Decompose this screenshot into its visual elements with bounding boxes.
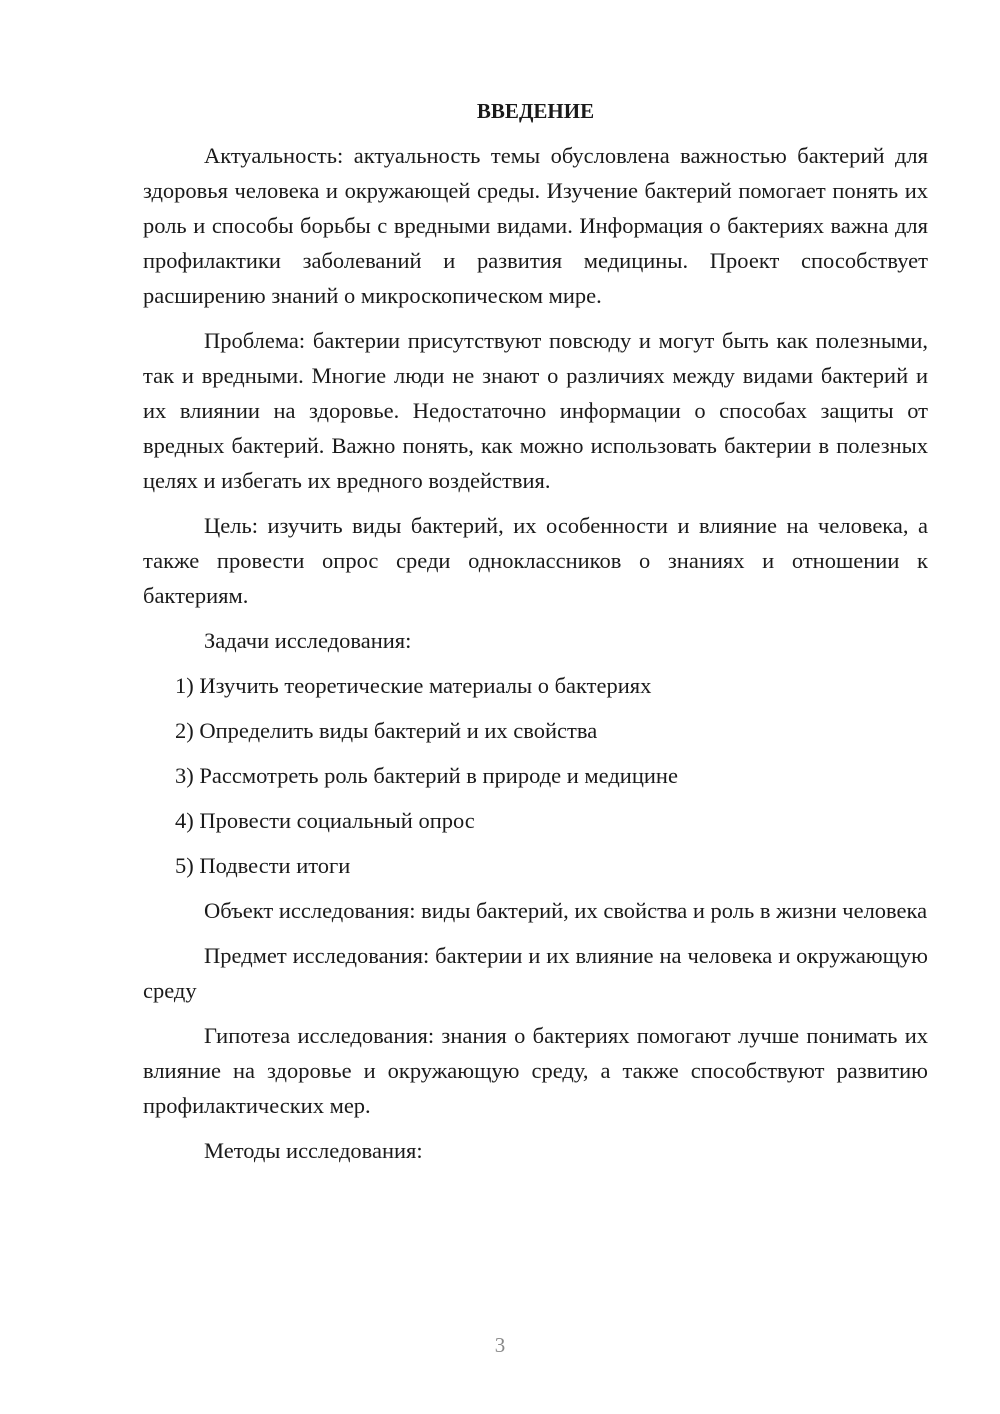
tasks-list [143,668,928,883]
page-number: 3 [494,1333,506,1357]
subject-paragraph: Предмет исследования: бактерии и их влияние на человека и окружающую среду [143,943,928,1003]
task-item: 1) Изучить теоретические материалы о бактериях [175,673,652,698]
document-page [143,96,928,1178]
task-item: 5) Подвести итоги [175,853,351,878]
hypothesis-paragraph: Гипотеза исследования: знания о бактериях помогают лучше понимать их влияние на здоровье и окружающую среду, а также способствуют развитию профилактических мер. [143,1023,928,1118]
object-paragraph: Объект исследования: виды бактерий, их свойства и роль в жизни человека [204,898,928,923]
relevance-paragraph: Актуальность: актуальность темы обусловлена важностью бактерий для здоровья человека и окружающей среды. Изучение бактерий помогает понять их роль и способы борьбы с вредными видами. Информация о бактериях важна для профилактики заболеваний и развития медицины. Проект способствует расширению знаний о микроскопическом мире. [143,143,928,308]
task-item: 2) Определить виды бактерий и их свойства [175,718,598,743]
goal-paragraph: Цель: изучить виды бактерий, их особенности и влияние на человека, а также провести опрос среди одноклассников о знаниях и отношении к бактериям. [143,513,928,608]
section-title: ВВЕДЕНИЕ [476,99,595,123]
task-item: 4) Провести социальный опрос [175,808,475,833]
tasks-heading: Задачи исследования: [204,628,412,653]
problem-paragraph: Проблема: бактерии присутствуют повсюду и могут быть как полезными, так и вредными. Многие люди не знают о различиях между видами бактерий и их влиянии на здоровье. Недостаточно информации о способах защиты от вредных бактерий. Важно понять, как можно использовать бактерии в полезных целях и избегать их вредного воздействия. [143,328,928,493]
methods-heading: Методы исследования: [204,1138,423,1163]
task-item: 3) Рассмотреть роль бактерий в природе и медицине [175,763,678,788]
